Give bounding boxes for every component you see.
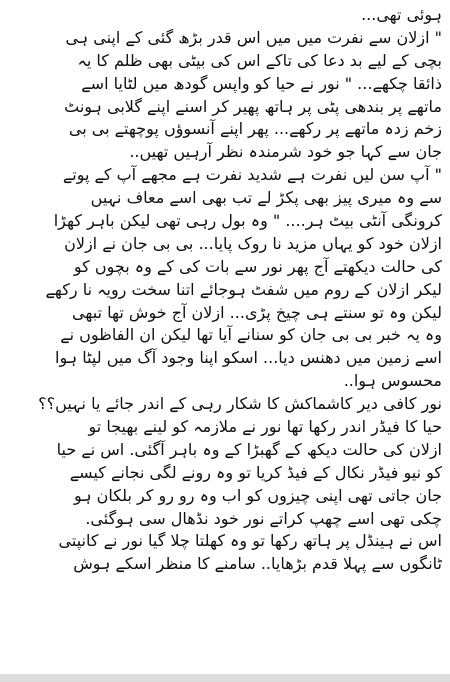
text-line: محسوس ہوا..: [343, 371, 442, 391]
text-line: ٹانگوں سے پہلا قدم بڑھایا.. سامنے کا منظر اسکے ہوش: [73, 554, 442, 574]
text-line: لیکر ازلان کے روم میں شفٹ ہوجائے اتنا سخت رویہ نا رکھے: [45, 279, 442, 299]
bottom-edge-bar: [0, 674, 450, 682]
text-line: کرونگی آنٹی بیٹ ہر.... " وہ بول رہی تھی لیکن باہر کھڑا: [53, 211, 442, 231]
text-line: ذائقا چکھے... " نور نے حیا کو واپس گودھ میں لٹایا اسے: [81, 73, 442, 93]
text-line: کو نیو فیڈر نکال کے فیڈ کریا تو وہ رونے لگی نجانے کیسے: [69, 462, 442, 482]
text-line: ازلان خود کو یہاں مزید نا روک پایا... بی بی جان نے ازلان: [64, 233, 442, 253]
text-line: وہ یہ خبر بی بی جان کو سنانے آیا تھا لیکن ان الفاظوں نے: [60, 325, 442, 345]
text-line: حیا کا فیڈر اندر رکھا تھا نور نے ملازمہ کو لینے بھیجا تو: [88, 417, 442, 437]
text-line: سے وہ میری پیز بھی پکڑ لے تب بھی اسے معاف نہیں: [90, 188, 442, 208]
text-line: ماتھے پر بندھی پٹی پر ہاتھ پھیر کر اسنے اپنے گلابی ہونٹ: [64, 96, 442, 116]
text-line: اس نے ہینڈل پر ہاتھ رکھا تو وہ کھلتا چلا گیا نور نے کانپتی: [58, 531, 442, 551]
text-line: " آپ سن لیں نفرت ہے شدید نفرت ہے مجھے آپ کے پوتے: [62, 165, 442, 185]
text-line: کی حالت دیکھتے آج پھر نور سے بات کی کے وہ بچوں کو: [73, 256, 442, 276]
text-line: ازلان کی حالت دیکھ کے گھبڑا کے وہ باہر آگئی. اس نے حیا: [56, 439, 442, 459]
urdu-text-block: [6, 4, 442, 576]
text-line: " ازلان سے نفرت میں میں اس قدر بڑھ گئی کے اپنی ہی: [65, 27, 442, 47]
text-line: جان سے کہا جو خود شرمندہ نظر آرہیں تھیں..: [129, 142, 442, 162]
text-line: لیکن وہ تو سنتے ہی چیخ پڑی... ازلان آج خوش تھا تبھی: [72, 302, 442, 322]
text-line: چکی تھی اسے چھپ کراتے نور خود نڈھال سی ہوگئی.: [85, 508, 442, 528]
text-line: بچی کے لیے بد دعا کی تاکے اس کی بیٹی بھی ظلم کا یہ: [77, 50, 442, 70]
text-line: جان جاتی تھی اپنی چیزوں کو اب وہ رو رو کر بلکان ہو: [73, 485, 442, 505]
text-line: زخم زدہ ماتھے پر رکھے... پھر اپنے آنسوؤں پوچھتے بی بی: [68, 119, 442, 139]
text-line: اسے زمین میں دھنس دیا... اسکو اپنا وجود آگ میں لپٹا ہوا: [55, 348, 442, 368]
text-line: نور کافی دیر کاشماکش کا شکار رہی کے اندر جائے یا نہیں؟؟: [38, 394, 442, 414]
text-line: ہوئی تھی...: [361, 5, 442, 24]
